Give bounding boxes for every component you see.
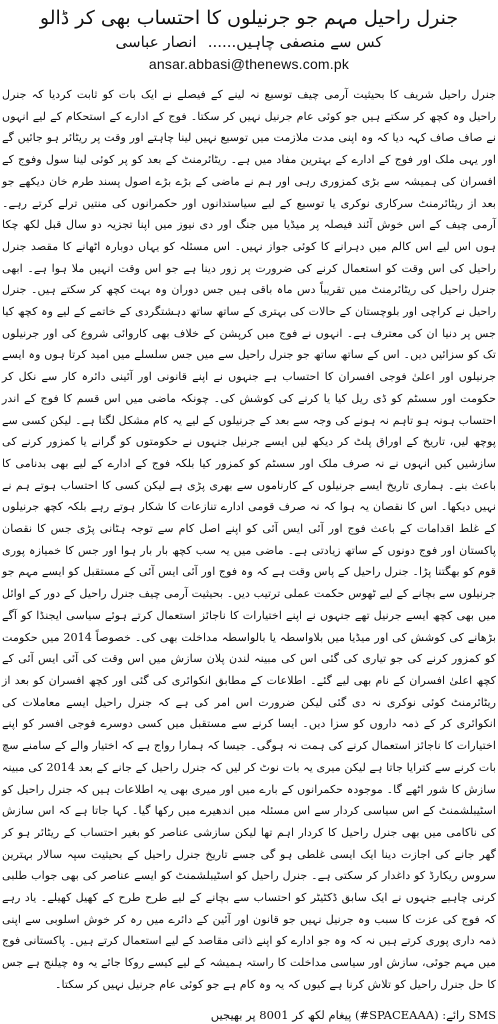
article-title: جنرل راحیل مہم جو جرنیلوں کا احتساب بھی کر ڈالو bbox=[39, 7, 459, 29]
sms-prefix: SMS رائے: bbox=[442, 1007, 496, 1022]
author-email[interactable]: ansar.abbasi@thenews.com.pk bbox=[148, 56, 350, 72]
article-subtitle: کس سے منصفی چاہیں...... bbox=[207, 33, 383, 51]
byline bbox=[2, 32, 496, 52]
article-paragraph: جنرل راحیل شریف کا بحیثیت آرمی چیف توسیع نہ لینے کے فیصلے نے ایک بات کو ثابت کردیا کہ جنرل راحیل وہ کچھ کر سکتے ہیں جو کوئی عام جرنیل نہیں کر سکتا۔ فوج کے ادارے کے استحکام کے لیے انہوں نے صاف صاف کہہ دیا کہ وہ اپنی مدت ملازمت میں توسیع نہیں لینا چاہتے اور وقت پر ریٹائر ہو جائیں گے اور یہی ملک اور فوج کے ادارے کے بہترین مفاد میں ہے۔ ریٹائرمنٹ کے بعد کو پر کوئی لینا سول وفوج کے افسران کی ہمیشہ سے بڑی کمزوری رہی اور ہم نے ماضی کے بڑے بڑے اصول پسند طرم خان دیکھے جو بعد از ریٹائرمنٹ سرکاری نوکری یا توسیع کے لیے سیاستدانوں اور حکمرانوں کی منتیں ترلے کرتے رہے۔ آرمی چیف کے اس خوش آئند فیصلہ پر میڈیا میں جنگ اور دی نیوز میں اپنا تجزیہ دو سال قبل لکھ چکا ہوں اس لیے اس کالم میں دہرانے کا کوئی جواز نہیں۔ اس مسئلہ کو یہاں دوبارہ اٹھانے کا مقصد جنرل راحیل کی اس وقت کو استعمال کرنے کی ضرورت پر زور دینا ہے جو اس وقت انہیں ملا ہوا ہے۔ ابھی جنرل راحیل کی ریٹائرمنٹ میں تقریباً دس ماہ باقی ہیں جس دوران وہ بہت کچھ کر سکتے ہیں۔ جنرل راحیل نے کراچی اور بلوچستان کے حالات کی بہتری کے ساتھ ساتھ دہشتگردی کے خاتمے کے لیے وہ کچھ کیا جس پر دنیا ان کی معترف ہے۔ انہوں نے فوج میں کرپشن کے خلاف بھی کاروائی شروع کی اور جرنیلوں تک کو سزائیں دیں۔ اس کے ساتھ ساتھ جو جنرل راحیل سے میں جس سلسلے میں امید کرتا ہوں وہ ایسے جرنیلوں اور اعلیٰ فوجی افسران کا احتساب ہے جنہوں نے اپنے قانونی اور آئینی دائرہ کار سے نکل کر حکومت اور سسٹم کو ڈی ریل کیا یا کرنے کی کوشش کی۔ چونکہ ماضی میں اس قسم کا فوج کے اندر احتساب ہونہ ہو تاہم نہ ہونے کی وجہ سے بعد کے جرنیلوں کے لیے یہ کام مشکل لگتا ہے۔ لیکن کسی سے پوچھ لیں، تاریخ کے اوراق پلٹ کر دیکھ لیں ایسے جرنیل جنہوں نے حکومتوں کو گرانے یا کمزور کرنے کی سازشیں کیں انہوں نے نہ صرف ملک اور سسٹم کو کمزور کیا بلکہ فوج کے ادارے کے لیے بھی بدنامی کا باعث بنے۔ ہماری تاریخ ایسے جرنیلوں کے کارناموں سے بھری پڑی ہے لیکن کسی کا احتساب ہوتے ہم نے نہیں دیکھا۔ اس کا نقصان یہ ہوا کہ نہ صرف قومی ادارے تنازعات کا شکار ہوتے رہے بلکہ کچھ جرنیلوں کے غلط اقدامات کے باعث فوج اور آئی ایس آئی کو اپنے اصل کام سے توجہ ہٹانی پڑی جس کا نقصان پاکستان اور فوج دونوں کے ساتھ زیادتی ہے۔ ماضی میں یہ سب کچھ بار بار ہوا اور جس کا خمیازہ پوری قوم کو بھگتنا پڑا۔ جنرل راحیل کے پاس وقت ہے کہ وہ فوج اور آئی ایس آئی کے مستقبل کو ایسے مہم جو جرنیلوں سے بچانے کے لیے ٹھوس حکمت عملی ترتیب دیں۔ بحیثیت آرمی چیف جنرل راحیل کے دور کے اوائل میں بھی کچھ ایسے جرنیل تھے جنہوں نے اپنے اختیارات کا ناجائز استعمال کرتے ہوئے سیاسی ایجنڈا کو آگے بڑھانے کی کوشش کی اور میڈیا میں بلاواسطہ یا بالواسطہ مداخلت بھی کی۔ خصوصاً 2014 میں حکومت کو کمزور کرنے کی جو تیاری کی گئی اس کی مبینہ لندن پلان سازش میں اس وقت کی آئی ایس آئی کے کچھ اعلیٰ افسران کے نام بھی لیے گئے۔ اطلاعات کے مطابق انکوائری کی گئی اور کچھ افسران کو بعد از ریٹائرمنٹ کوئی نوکری نہ دی گئی لیکن ضرورت اس امر کی ہے کہ جنرل راحیل ایسے معاملات کی انکوائری کر کے ذمہ داروں کو سزا دیں۔ ایسا کرنے سے مستقبل میں کسی دوسرے فوجی افسر کو اپنے اختیارات کا ناجائز استعمال کرنے کی ہمت نہ ہوگی۔ جیسا کہ ہمارا رواج ہے کہ اختیار والے کے سامنے سچ بات کرنے سے کترایا جاتا ہے لیکن میری یہ بات نوٹ کر لیں کہ جنرل راحیل کے جانے کے بعد 2014 کی مبینہ سازش کا شور اٹھے گا۔ موجودہ حکمرانوں کے بارے میں اور میری بھی یہ اطلاعات ہیں کہ جنرل راحیل کو اسٹیبلشمنٹ کے اس سیاسی کردار سے اس مسئلہ میں اندھیرے میں رکھا گیا۔ کہا جاتا ہے کہ اس سازش کی ناکامی میں بھی جنرل راحیل کا کردار اہم تھا لیکن سازشی عناصر کو بغیر احتساب کے ریٹائر ہو کر گھر جانے کی اجازت دینا ایک ایسی غلطی ہو گی جسے تاریخ جنرل راحیل کے بحیثیت سپہ سالار بہترین سروس ریکارڈ کو داغدار کر سکتی ہے۔ جنرل راحیل کو اسٹیبلشمنٹ کو ایسے عناصر کی بھی جواب طلبی کرنی چاہیے جنہوں نے ایک سابق ڈکٹیٹر کو احتساب سے بچانے کے لیے طرح طرح کے کھیل کھیلے۔ یاد رہے کہ فوج کی عزت کا سبب وہ جرنیل نہیں جو قانون اور آئین کے دائرے میں رہ کر خوش اسلوبی سے اپنی ذمہ داری پوری کرتے ہیں نہ کہ وہ جو ادارے کو اپنے ذاتی مقاصد کے لیے استعمال کرتے ہیں۔ پاکستانی فوج میں مہم جوئی، سازش اور سیاسی مداخلت کا راستہ ہمیشہ کے لیے کیسے روکا جائے یہ وہ چیلنج ہے جس کا حل جنرل راحیل کو تلاش کرنا ہے کیوں کہ یہ وہ کام ہے جو کوئی عام جرنیل نہیں کر سکتا۔ bbox=[2, 88, 496, 991]
sms-text: (SPACEAAA#) پیغام لکھ کر 8001 پر بھیجیں bbox=[210, 1007, 439, 1022]
sms-footer bbox=[2, 1006, 496, 1024]
article-body bbox=[2, 84, 496, 996]
author-name: انصار عباسی bbox=[115, 33, 197, 51]
